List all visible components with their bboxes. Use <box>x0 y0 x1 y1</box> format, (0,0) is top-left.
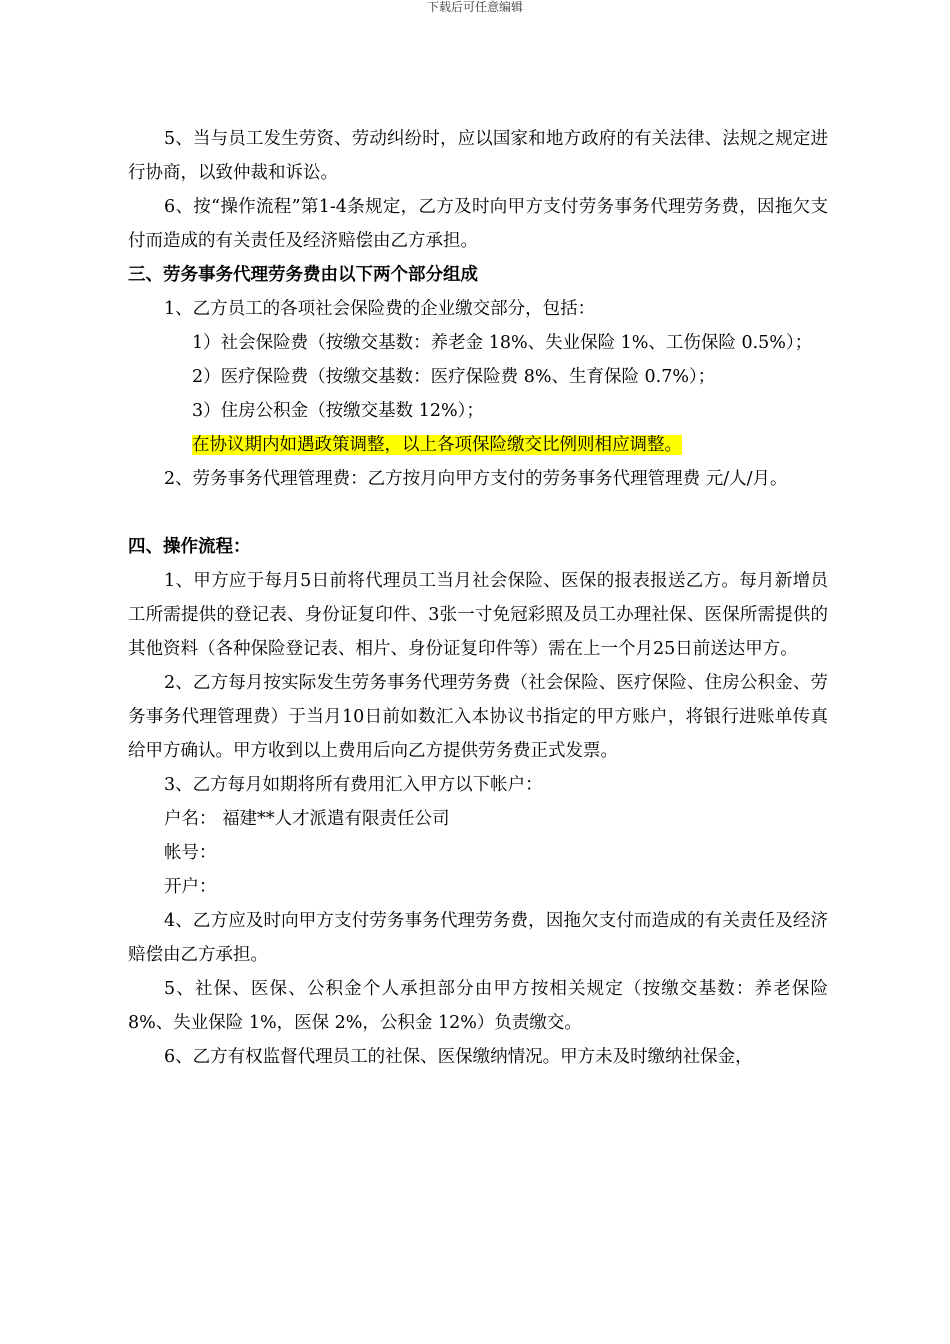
clause-3-1-sub2: 2）医疗保险费（按缴交基数：医疗保险费 8%、生育保险 0.7%）； <box>192 367 716 387</box>
clause-3-1: 1、乙方员工的各项社会保险费的企业缴交部分，包括： <box>164 299 596 319</box>
document-body <box>128 122 828 1074</box>
clause-3-1-sub3: 3）住房公积金（按缴交基数 12%）； <box>192 401 484 421</box>
clause-4-3: 3、乙方每月如期将所有费用汇入甲方以下帐户： <box>164 775 543 795</box>
clause-3-2: 2、劳务事务代理管理费：乙方按月向甲方支付的劳务事务代理管理费 元/人/月。 <box>164 469 788 489</box>
document-header-note: 下载后可任意编辑 <box>426 0 523 14</box>
clause-4-2: 2、乙方每月按实际发生劳务事务代理劳务费（社会保险、医疗保险、住房公积金、劳务事务代理管理费）于当月10日前如数汇入本协议书指定的甲方账户，将银行进账单传真给甲方确认。甲方收到以上费用后向乙方提供劳务费正式发票。 <box>128 673 828 761</box>
clause-3-1-sub1: 1）社会保险费（按缴交基数：养老金 18%、失业保险 1%、工伤保险 0.5%）； <box>192 333 813 353</box>
policy-adjustment-note <box>128 428 828 462</box>
section-three-heading: 三、劳务事务代理劳务费由以下两个部分组成 <box>128 265 478 285</box>
spacer <box>128 496 828 530</box>
account-bank: 开户： <box>164 877 217 897</box>
account-number: 帐号： <box>164 843 217 863</box>
clause-4-6: 6、乙方有权监督代理员工的社保、医保缴纳情况。甲方未及时缴纳社保金， <box>164 1047 753 1067</box>
section-four-heading: 四、操作流程： <box>128 537 251 557</box>
clause-4-1: 1、甲方应于每月5日前将代理员工当月社会保险、医保的报表报送乙方。每月新增员工所需提供的登记表、身份证复印件、3张一寸免冠彩照及员工办理社保、医保所需提供的其他资料（各种保险登记表、相片、身份证复印件等）需在上一个月25日前送达甲方。 <box>128 571 828 659</box>
clause-2-6: 6、按“操作流程”第1-4条规定，乙方及时向甲方支付劳务事务代理劳务费，因拖欠支付而造成的有关责任及经济赔偿由乙方承担。 <box>128 197 828 251</box>
clause-4-5: 5、社保、医保、公积金个人承担部分由甲方按相关规定（按缴交基数：养老保险 8%、失业保险 1%，医保 2%，公积金 12%）负责缴交。 <box>128 979 828 1033</box>
clause-2-5: 5、当与员工发生劳资、劳动纠纷时，应以国家和地方政府的有关法律、法规之规定进行协商，以致仲裁和诉讼。 <box>128 129 828 183</box>
highlighted-text: 在协议期内如遇政策调整，以上各项保险缴交比例则相应调整。 <box>192 435 682 455</box>
clause-4-4: 4、乙方应及时向甲方支付劳务事务代理劳务费，因拖欠支付而造成的有关责任及经济赔偿由乙方承担。 <box>128 911 828 965</box>
account-name: 户名： 福建**人才派遣有限责任公司 <box>164 809 450 829</box>
